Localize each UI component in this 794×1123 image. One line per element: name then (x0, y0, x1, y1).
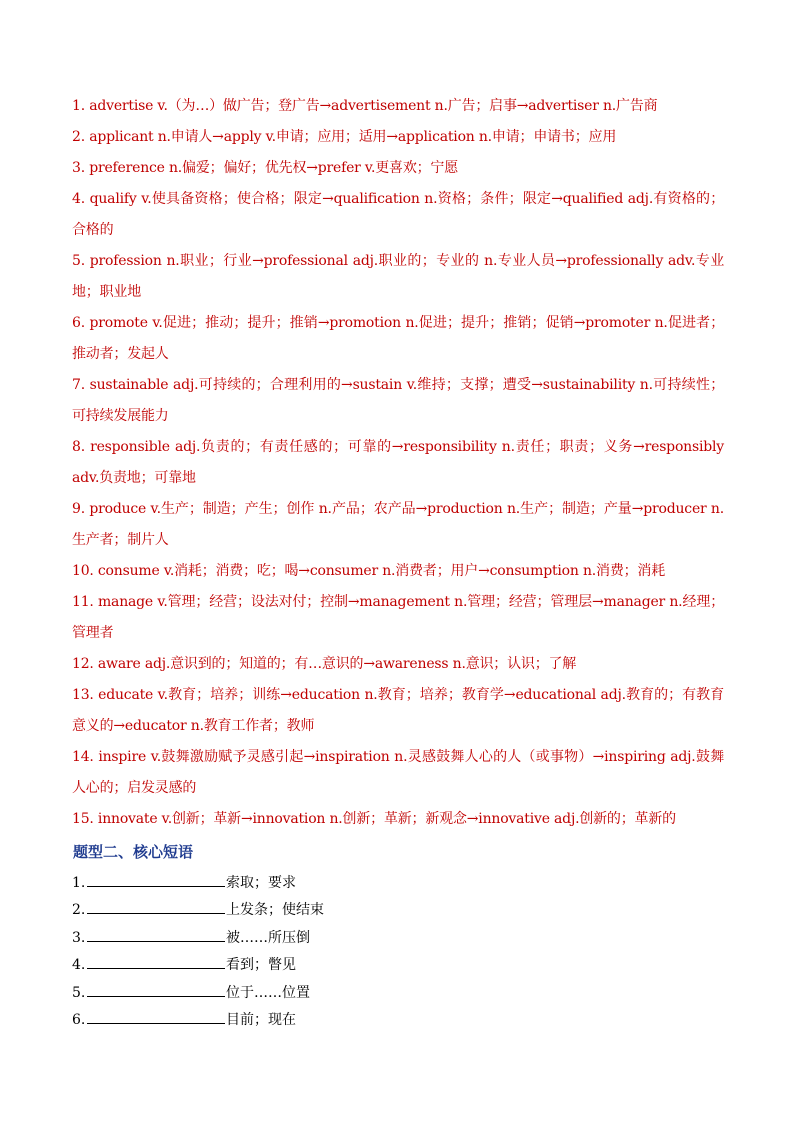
vocab-item: 15. innovate v.创新；革新→innovation n.创新；革新；新观念→innovative adj.创新的；革新的 (72, 811, 676, 827)
vocab-item: 7. sustainable adj.可持续的；合理利用的→sustain v.维持；支撑；遭受→sustainability n.可持续性；可持续发展能力 (72, 377, 724, 424)
vocab-item: 10. consume v.消耗；消费；吃；喝→consumer n.消费者；用户→consumption n.消费；消耗 (72, 563, 666, 579)
vocab-item: 13. educate v.教育；培养；训练→education n.教育；培养；教育学→educational adj.教育的；有教育意义的→educator n.教育工作者；教师 (72, 687, 724, 734)
vocab-item: 2. applicant n.申请人→apply v.申请；应用；适用→application n.申请；申请书；应用 (72, 129, 617, 145)
phrase-number: 5. (72, 984, 86, 1001)
vocab-item: 9. produce v.生产；制造；产生；创作 n.产品；农产品→production n.生产；制造；产量→producer n.生产者；制片人 (72, 501, 724, 548)
phrase-item (72, 870, 572, 897)
section-heading: 题型二、核心短语 (73, 843, 194, 861)
phrase-meaning: 上发条；使结束 (226, 902, 324, 919)
phrase-meaning: 索取；要求 (226, 875, 296, 891)
vocab-item: 4. qualify v.使具备资格；使合格；限定→qualification n.资格；条件；限定→qualified adj.有资格的；合格的 (72, 191, 724, 238)
phrase-fill-in-list (72, 870, 572, 1034)
phrase-number: 1. (72, 875, 86, 891)
phrase-meaning: 被……所压倒 (226, 929, 310, 946)
phrase-item (72, 980, 572, 1007)
phrase-item (72, 1007, 572, 1034)
answer-blank[interactable] (87, 927, 225, 942)
vocab-item: 12. aware adj.意识到的；知道的；有…意识的→awareness n.意识；认识；了解 (72, 656, 577, 672)
phrase-meaning: 目前；现在 (226, 1012, 296, 1029)
vocab-item: 11. manage v.管理；经营；设法对付；控制→management n.管理；经营；管理层→manager n.经理；管理者 (72, 594, 724, 641)
phrase-item (72, 925, 572, 952)
answer-blank[interactable] (87, 954, 225, 969)
phrase-meaning: 位于……位置 (226, 984, 310, 1001)
phrase-number: 6. (72, 1012, 86, 1029)
phrase-item (72, 952, 572, 979)
vocab-item: 3. preference n.偏爱；偏好；优先权→prefer v.更喜欢；宁愿 (72, 160, 459, 176)
phrase-meaning: 看到；瞥见 (226, 957, 296, 974)
vocab-item: 14. inspire v.鼓舞激励赋予灵感引起→inspiration n.灵感鼓舞人心的人（或事物）→inspiring adj.鼓舞人心的；启发灵感的 (72, 749, 724, 796)
vocab-item: 1. advertise v.（为…）做广告；登广告→advertisement n.广告；启事→advertiser n.广告商 (72, 98, 658, 114)
vocab-item: 5. profession n.职业；行业→professional adj.职业的；专业的 n.专业人员→professionally adv.专业地；职业地 (72, 253, 724, 300)
phrase-number: 4. (72, 957, 86, 974)
phrase-number: 3. (72, 929, 86, 946)
phrase-number: 2. (72, 902, 86, 919)
answer-blank[interactable] (87, 1009, 225, 1024)
answer-blank[interactable] (87, 899, 225, 914)
vocabulary-list (72, 91, 724, 835)
vocab-item: 8. responsible adj.负责的；有责任感的；可靠的→responsibility n.责任；职责；义务→responsibly adv.负责地；可靠地 (72, 439, 724, 486)
phrase-item (72, 897, 572, 924)
answer-blank[interactable] (87, 872, 225, 887)
vocab-item: 6. promote v.促进；推动；提升；推销→promotion n.促进；提升；推销；促销→promoter n.促进者；推动者；发起人 (72, 315, 724, 362)
answer-blank[interactable] (87, 982, 225, 997)
